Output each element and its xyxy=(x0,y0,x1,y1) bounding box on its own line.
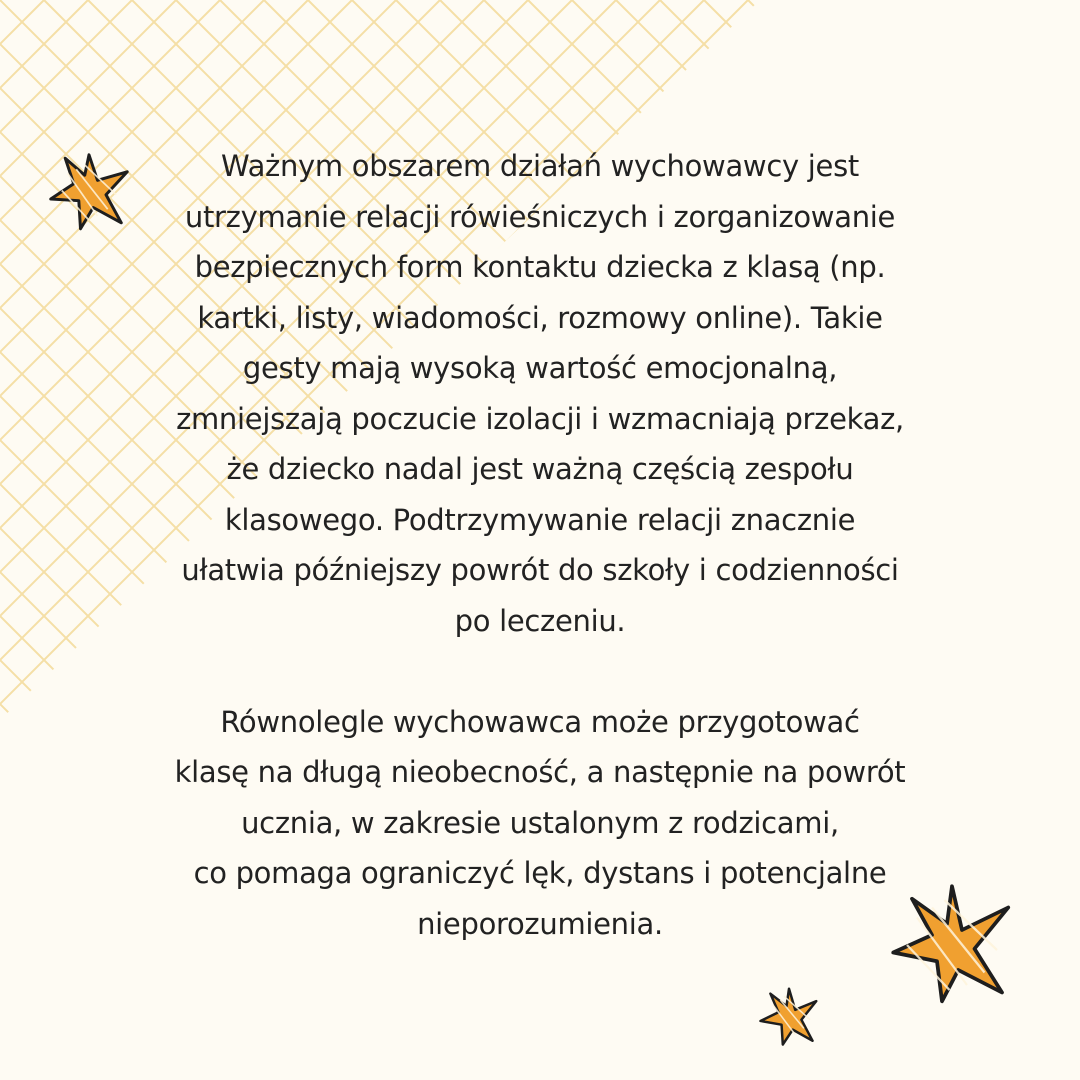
paragraph-gap xyxy=(110,646,970,697)
paragraph-1 xyxy=(110,141,970,646)
text-line: Równolegle wychowawca może przygotować xyxy=(220,704,860,739)
text-line: bezpiecznych form kontaktu dziecka z klasą (np. xyxy=(194,250,886,284)
text-line: co pomaga ograniczyć lęk, dystans i potencjalne xyxy=(193,856,887,890)
text-line: ucznia, w zakresie ustalonym z rodzicami, xyxy=(241,805,839,840)
text-line: Ważnym obszarem działań wychowawcy jest xyxy=(221,149,859,183)
content-text xyxy=(110,141,970,949)
text-line: klasę na długą nieobecność, a następnie na powrót xyxy=(174,755,906,789)
leaf-star-icon xyxy=(756,985,822,1047)
text-line: klasowego. Podtrzymywanie relacji znacznie xyxy=(224,502,856,537)
text-line: że dziecko nadal jest ważną częścią zespołu xyxy=(226,452,854,486)
text-line: utrzymanie relacji rówieśniczych i zorganizowanie xyxy=(184,199,896,234)
text-line: po leczeniu. xyxy=(454,603,626,638)
text-line: gesty mają wysoką wartość emocjonalną, xyxy=(242,351,838,385)
text-line: zmniejszają poczucie izolacji i wzmacniają przekaz, xyxy=(176,401,904,436)
text-line: nieporozumienia. xyxy=(417,906,663,941)
text-line: ułatwia późniejszy powrót do szkoły i codzienności xyxy=(181,553,899,587)
paragraph-2 xyxy=(110,697,970,950)
text-line: kartki, listy, wiadomości, rozmowy online). Takie xyxy=(197,300,883,335)
